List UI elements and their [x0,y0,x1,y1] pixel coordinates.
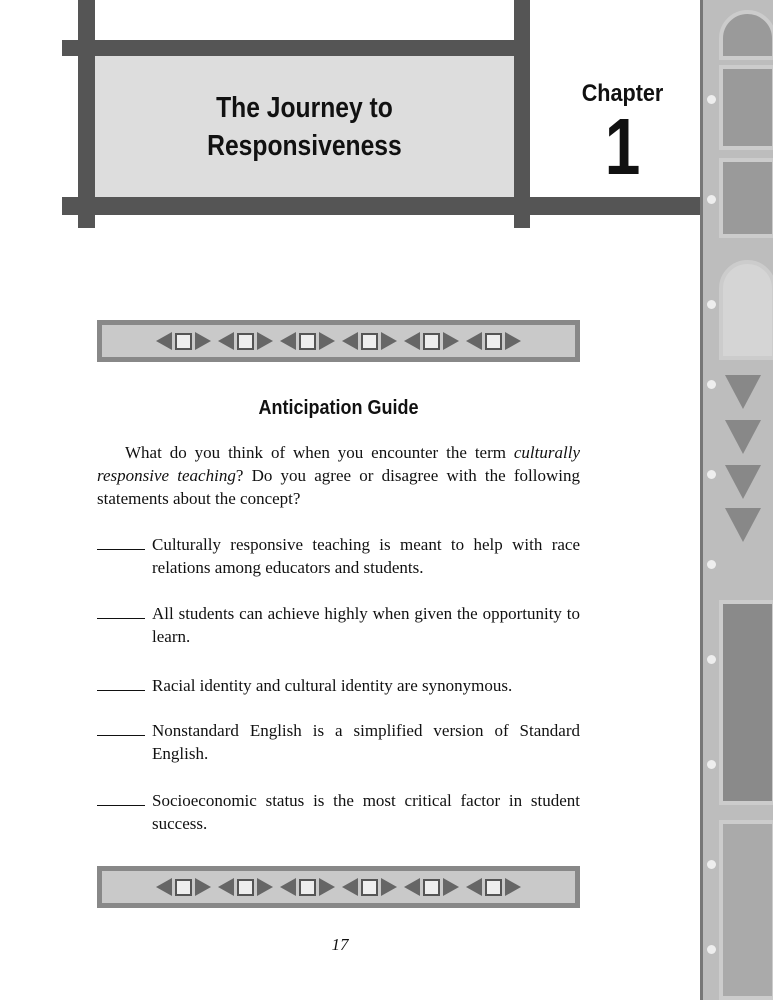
decor-dot [707,300,716,309]
decor-dot [707,95,716,104]
triangle-right-icon [381,878,397,896]
title-line-1: The Journey to [216,91,393,124]
triangle-left-icon [342,332,358,350]
decor-dot [707,560,716,569]
triangle-right-icon [505,878,521,896]
triangle-right-icon [195,332,211,350]
statement-item [97,534,580,579]
decor-triangle [725,420,761,454]
triangle-left-icon [156,878,172,896]
band-motif [466,878,521,896]
band-motif [404,332,459,350]
band-motif [280,878,335,896]
square-icon [485,879,502,896]
band-motif [466,332,521,350]
decor-triangle [725,375,761,409]
answer-blank[interactable] [97,790,152,835]
intro-text: ? Do you agree or disagree with the following statements about the concept? [97,466,580,508]
triangle-left-icon [280,332,296,350]
triangle-left-icon [218,332,234,350]
square-icon [423,333,440,350]
page-number: 17 [331,935,349,954]
band-motif [342,878,397,896]
statement-item [97,720,580,765]
decorative-band-bottom [97,866,580,908]
decor-dot [707,945,716,954]
frame-bar-right [514,0,530,228]
band-motif [218,332,273,350]
triangle-left-icon [280,878,296,896]
square-icon [237,333,254,350]
band-motif [342,332,397,350]
intro-paragraph [97,441,580,510]
decor-triangle [725,508,761,542]
band-motif [156,878,211,896]
square-icon [237,879,254,896]
statement-item [97,790,580,835]
square-icon [423,879,440,896]
answer-blank[interactable] [97,720,152,765]
triangle-right-icon [319,878,335,896]
decor-dot [707,470,716,479]
triangle-right-icon [443,878,459,896]
statement-item [97,603,580,648]
statement-text: Nonstandard English is a simplified version of Standard English. [152,721,580,763]
square-icon [299,333,316,350]
intro-term: culturally responsive teaching [97,443,580,485]
band-motif [404,878,459,896]
decorative-side-strip [700,0,773,1000]
decor-dot [707,655,716,664]
triangle-left-icon [156,332,172,350]
statement-text: All students can achieve highly when given the opportunity to learn. [152,604,580,646]
triangle-left-icon [466,332,482,350]
band-motif [280,332,335,350]
statement-text: Culturally responsive teaching is meant to help with race relations among educators and students. [152,535,580,577]
triangle-right-icon [443,332,459,350]
square-icon [175,333,192,350]
decor-square [719,65,773,150]
square-icon [485,333,502,350]
decor-dot [707,195,716,204]
decor-arch [719,10,773,60]
chapter-number: 1 [604,102,641,191]
square-icon [299,879,316,896]
decor-dot [707,860,716,869]
triangle-left-icon [218,878,234,896]
decor-diamond-panel [719,600,773,805]
statement-item [97,675,580,698]
frame-bar-bottom [62,197,702,215]
square-icon [361,333,378,350]
section-heading: Anticipation Guide [258,397,419,419]
frame-bar-top [62,40,530,56]
band-motif [218,878,273,896]
answer-blank[interactable] [97,675,152,698]
decor-dot [707,380,716,389]
title-line-2: Responsiveness [207,129,402,162]
chapter-label [560,80,685,191]
answer-blank[interactable] [97,603,152,648]
square-icon [175,879,192,896]
band-motif [156,332,211,350]
statement-text: Racial identity and cultural identity are synonymous. [152,676,513,695]
triangle-left-icon [404,878,420,896]
decor-arch [719,260,773,360]
chapter-word: Chapter [581,80,664,107]
triangle-right-icon [195,878,211,896]
triangle-right-icon [505,332,521,350]
triangle-right-icon [319,332,335,350]
decor-triangle [725,465,761,499]
intro-text: What do you think of when you encounter the term [125,443,514,462]
triangle-left-icon [404,332,420,350]
answer-blank[interactable] [97,534,152,579]
decorative-band-top [97,320,580,362]
decor-square [719,158,773,238]
square-icon [361,879,378,896]
decor-panel [719,820,773,1000]
triangle-right-icon [257,332,273,350]
frame-bar-left [78,0,95,228]
triangle-left-icon [466,878,482,896]
chapter-title [207,89,402,165]
chapter-title-box [95,56,514,197]
decor-dot [707,760,716,769]
statement-text: Socioeconomic status is the most critical factor in student success. [152,791,580,833]
triangle-right-icon [257,878,273,896]
triangle-left-icon [342,878,358,896]
triangle-right-icon [381,332,397,350]
